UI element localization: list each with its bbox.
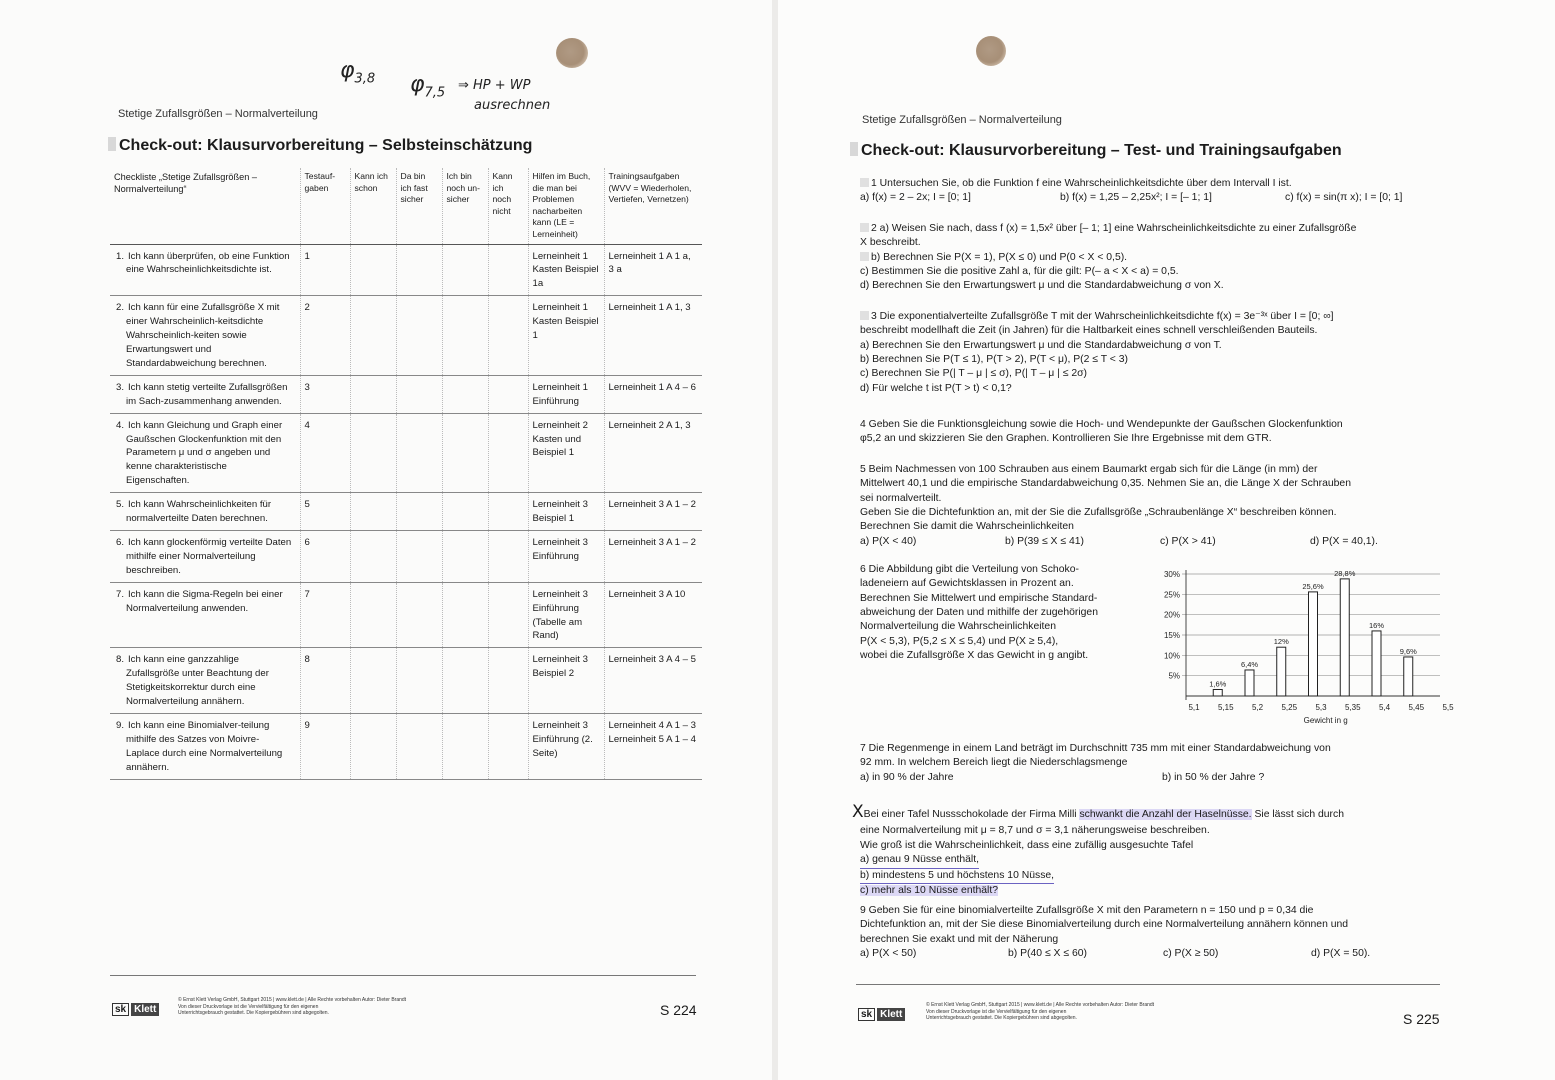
checkbox-cannot-yet[interactable] [488,413,528,493]
checkbox-unsure[interactable] [442,244,488,296]
handwritten-cross-mark: X [852,802,864,822]
task-9: 9 Geben Sie für eine binomialverteilte Zufallsgröße X mit den Parametern n = 150 und p = 0,34 die Dichtefunktion an, mit der Sie diese Binomialverteilung durch eine Normalverteilung annähern können und berechnen Sie exakt und mit der Näherung a) P(X < 50) b) P(40 ≤ X ≤ 60) c) P(X ≥ 50) d) P(X = 50). [860,905,1371,960]
checkbox-can-do[interactable] [350,582,396,648]
left-page [0,0,772,1080]
checkbox-cannot-yet[interactable] [488,648,528,714]
checkbox-unsure[interactable] [442,713,488,779]
coffee-stain [976,36,1006,66]
bar-data-label: 28,8% [1334,568,1356,578]
page-title: Check-out: Klausurvorbereitung – Selbsteinschätzung [108,137,532,155]
checkbox-unsure[interactable] [442,582,488,648]
task-5: 5 Beim Nachmessen von 100 Schrauben aus einem Baumarkt ergab sich für die Länge (in mm) der Mittelwert 40,1 und die empirische Standardabweichung 0,35. Nehmen Sie an, die Länge X der Schrauben sei normalverteilt. Geben Sie die Dichtefunktion an, mit der Sie die Zufallsgröße „Schraubenlänge X“ beschreiben können. Berechnen Sie damit die Wahrscheinlichkeiten a) P(X < 40) b) P(39 ≤ X ≤ 41) c) P(X > 41) d) P(X = 40,1). [860,464,1378,547]
handwritten-phi-3-8: $\varphi_{3,8}$ [340,58,376,87]
bar-data-label: 16% [1368,620,1385,630]
checklist-item [110,530,300,582]
title-marker [108,137,116,151]
help-reference: Lerneinheit 3 Einführung [528,530,604,582]
checkbox-can-do[interactable] [350,648,396,714]
item-text: Ich kann Gleichung und Graph einer Gaußschen Glockenfunktion mit den Parametern μ und σ angeben und kenne charakteristische Eigenschaften. [126,419,283,487]
footer-rule [856,984,1440,985]
checkbox-cannot-yet[interactable] [488,244,528,296]
bar-data-label: 9,6% [1399,646,1417,656]
task-marker [860,178,869,187]
item-text: Ich kann stetig verteilte Zufallsgrößen im Sach-zusammenhang anwenden. [126,381,288,407]
task-4: 4 Geben Sie die Funktionsgleichung sowie die Hoch- und Wendepunkte der Gaußschen Glockenfunktion φ5,2 an und skizzieren Sie den Graphen. Kontrollieren Sie Ihre Ergebnisse mit dem GTR. [860,419,1343,445]
footer-rule [110,975,696,976]
task-marker [860,252,869,261]
checklist-item [110,713,300,779]
checkbox-can-do[interactable] [350,493,396,531]
x-axis-label: Gewicht in g [1303,716,1348,725]
checkbox-almost-sure[interactable] [396,375,442,413]
table-row [110,375,702,413]
item-number: 9. [116,719,125,731]
table-row [110,493,702,531]
self-assessment-table [110,168,702,780]
page-title: Check-out: Klausurvorbereitung – Test- und Trainingsaufgaben [850,142,1342,160]
y-tick-label: 30% [1163,570,1180,579]
help-reference: Lerneinheit 2 Kasten und Beispiel 1 [528,413,604,493]
histogram-bar [1277,647,1286,696]
checkbox-cannot-yet[interactable] [488,713,528,779]
checkbox-cannot-yet[interactable] [488,296,528,376]
task-marker [860,311,869,320]
item-number: 2. [116,302,125,314]
highlighted-text: schwankt die Anzahl der Haselnüsse. [1079,809,1252,820]
test-task-number: 9 [300,713,350,779]
table-row [110,413,702,493]
training-reference: Lerneinheit 1 A 1, 3 [604,296,702,376]
checkbox-almost-sure[interactable] [396,713,442,779]
task-7: 7 Die Regenmenge in einem Land beträgt im Durchschnitt 735 mm mit einer Standardabweichung von 92 mm. In welchem Bereich liegt die Niederschlagsmenge a) in 90 % der Jahre b) in 50 % der Jahre ? [860,743,1331,783]
histogram-bar [1213,689,1222,696]
histogram-bar [1372,631,1381,696]
training-reference: Lerneinheit 3 A 10 [604,582,702,648]
checkbox-unsure[interactable] [442,493,488,531]
title-marker [850,142,858,156]
table-header-row [110,168,702,244]
page-number: S 224 [660,1002,697,1018]
test-task-number: 5 [300,493,350,531]
test-task-number: 4 [300,413,350,493]
help-reference: Lerneinheit 1 Kasten Beispiel 1a [528,244,604,296]
x-tick-label: 5,25 [1281,703,1298,712]
table-row [110,582,702,648]
item-number: 8. [116,654,125,666]
histogram-bar [1309,592,1318,696]
checkbox-almost-sure[interactable] [396,244,442,296]
help-reference: Lerneinheit 3 Einführung (Tabelle am Rand) [528,582,604,648]
x-tick-label: 5,15 [1217,703,1234,712]
checkbox-almost-sure[interactable] [396,296,442,376]
footer-copyright: © Ernst Klett Verlag GmbH, Stuttgart 2015 | www.klett.de | Alle Rechte vorbehalten Autor: Dieter Brandt Von dieser Druckvorlage ist die Vervielfältigung für den eigenen Unterrichtsgebrauch gestattet. Die Kopiergebühren sind abgegolten. [178,997,407,1016]
x-tick-label: 5,45 [1408,703,1425,712]
col-help: Hilfen im Buch, die man bei Problemen nacharbeiten kann (LE = Lerneinheit) [528,168,604,244]
task-3: 3 Die exponentialverteilte Zufallsgröße T mit der Wahrscheinlichkeitsdichte f(x) = 3e⁻³ˣ über I = [0; ∞] beschreibt modellhaft die Zeit (in Jahren) für die Haltbarkeit eines schnell verschleißenden Bauteils. a) Berechnen Sie den Erwartungswert μ und die Standardabweichung σ von T. b) Berechnen Sie P(T ≤ 1), P(T > 2), P(T < μ), P(2 ≤ T < 3) c) Berechnen Sie P(| T – μ | ≤ σ), P(| T – μ | ≤ 2σ) d) Für welche t ist P(T > t) < 0,1? [860,311,1334,394]
weight-class-histogram [1150,562,1454,732]
training-reference: Lerneinheit 3 A 1 – 2 [604,530,702,582]
klett-logo: sk Klett [858,1008,905,1021]
checkbox-almost-sure[interactable] [396,413,442,493]
x-tick-label: 5,35 [1344,703,1361,712]
checkbox-unsure[interactable] [442,648,488,714]
item-number: 6. [116,536,125,548]
checkbox-can-do[interactable] [350,296,396,376]
checkbox-almost-sure[interactable] [396,493,442,531]
item-number: 4. [116,419,125,431]
checkbox-can-do[interactable] [350,413,396,493]
footer-copyright: © Ernst Klett Verlag GmbH, Stuttgart 2015 | www.klett.de | Alle Rechte vorbehalten Autor: Dieter Brandt Von dieser Druckvorlage ist die Vervielfältigung für den eigenen Unterrichtsgebrauch gestattet. Die Kopiergebühren sind abgegolten. [926,1002,1155,1021]
page-header: Stetige Zufallsgrößen – Normalverteilung [118,108,318,120]
item-text: Ich kann Wahrscheinlichkeiten für normalverteilte Daten berechnen. [126,499,272,525]
y-tick-label: 25% [1163,590,1180,600]
test-task-number: 3 [300,375,350,413]
handwritten-phi-7-5: $\varphi_{7,5}$ [410,72,446,101]
table-row [110,648,702,714]
item-number: 7. [116,588,125,600]
col-training: Trainingsaufgaben (WVV = Wiederholen, Vertiefen, Vernetzen) [604,168,702,244]
bar-data-label: 25,6% [1302,581,1324,591]
x-tick-label: 5,3 [1315,703,1327,712]
task-6: 6 Die Abbildung gibt die Verteilung von Schoko- ladeneiern auf Gewichtsklassen in Prozent an. Berechnen Sie Mittelwert und empirische Standard- abweichung der Daten und mithilfe der zugehörigen Normalverteilung die Wahrscheinlichkeiten P(X < 5,3), P(5,2 ≤ X ≤ 5,4) und P(X ≥ 5,4), wobei die Zufallsgröße X das Gewicht in g angibt. [860,564,1098,662]
x-tick-label: 5,5 [1442,703,1454,712]
help-reference: Lerneinheit 1 Kasten Beispiel 1 [528,296,604,376]
checkbox-can-do[interactable] [350,713,396,779]
col-unsure: Ich bin noch un-sicher [442,168,488,244]
histogram-bar [1404,657,1413,696]
checkbox-cannot-yet[interactable] [488,582,528,648]
checklist-item [110,375,300,413]
table-row [110,296,702,376]
x-tick-label: 5,4 [1378,703,1391,712]
y-tick-label: 5% [1168,671,1180,681]
task-marker [860,223,869,232]
table-row [110,530,702,582]
checklist-item [110,493,300,531]
checkbox-unsure[interactable] [442,530,488,582]
handwritten-note-hp-wp: ⇒ HP + WP ausrechnen [458,78,551,113]
y-tick-label: 20% [1163,610,1180,620]
x-tick-label: 5,2 [1251,703,1264,712]
item-text: Ich kann die Sigma-Regeln bei einer Normalverteilung anwenden. [126,588,283,614]
bar-data-label: 12% [1273,637,1289,647]
checkbox-almost-sure[interactable] [396,582,442,648]
checkbox-unsure[interactable] [442,413,488,493]
training-reference: Lerneinheit 1 A 4 – 6 [604,375,702,413]
training-reference: Lerneinheit 4 A 1 – 3 Lerneinheit 5 A 1 – 4 [604,713,702,779]
col-can-do: Kann ich schon [350,168,396,244]
checkbox-almost-sure[interactable] [396,530,442,582]
task-1: 1 Untersuchen Sie, ob die Funktion f eine Wahrscheinlichkeitsdichte über dem Intervall I ist. a) f(x) = 2 – 2x; I = [0; 1] b) f(x) = 1,25 – 2,25x²; I = [– 1; 1] c) f(x) = sin(π x); I = [0; 1] [860,178,1403,204]
training-reference: Lerneinheit 2 A 1, 3 [604,413,702,493]
training-reference: Lerneinheit 3 A 1 – 2 [604,493,702,531]
test-task-number: 8 [300,648,350,714]
task-2: 2 a) Weisen Sie nach, dass f (x) = 1,5x² über [– 1; 1] eine Wahrscheinlichkeitsdichte zu einer Zufallsgröße X beschreibt. b) Berechnen Sie P(X = 1), P(X ≤ 0) und P(0 < X < 0,5). c) Bestimmen Sie die positive Zahl a, für die gilt: P(– a < X < a) = 0,5. d) Berechnen Sie den Erwartungswert μ und die Standardabweichung σ von X. [860,223,1357,292]
checkbox-can-do[interactable] [350,244,396,296]
klett-logo: sk Klett [112,1003,159,1016]
table-row [110,244,702,296]
page-header: Stetige Zufallsgrößen – Normalverteilung [862,114,1062,126]
coffee-stain [556,38,588,68]
page-number: S 225 [1403,1011,1440,1027]
item-text: Ich kann eine ganzzahlige Zufallsgröße unter Beachtung der Stetigkeitskorrektur durch eine Normalverteilung annähern. [126,654,269,708]
item-text: Ich kann überprüfen, ob eine Funktion eine Wahrscheinlichkeitsdichte ist. [126,250,290,276]
bar-data-label: 1,6% [1209,679,1227,689]
histogram-bar [1245,670,1254,696]
help-reference: Lerneinheit 3 Einführung (2. Seite) [528,713,604,779]
checklist-item [110,244,300,296]
col-tasks: Testauf-gaben [300,168,350,244]
checkbox-cannot-yet[interactable] [488,493,528,531]
y-tick-label: 15% [1163,631,1180,640]
checklist-item [110,413,300,493]
x-tick-label: 5,1 [1188,703,1200,712]
item-number: 5. [116,499,125,511]
test-task-number: 2 [300,296,350,376]
checkbox-can-do[interactable] [350,375,396,413]
checkbox-unsure[interactable] [442,375,488,413]
item-text: Ich kann eine Binomialver-teilung mithilfe des Satzes von Moivre-Laplace durch eine Normalverteilung annähern. [126,719,283,773]
checkbox-cannot-yet[interactable] [488,530,528,582]
help-reference: Lerneinheit 3 Beispiel 1 [528,493,604,531]
test-task-number: 1 [300,244,350,296]
checklist-item [110,582,300,648]
checkbox-unsure[interactable] [442,296,488,376]
col-almost-sure: Da bin ich fast sicher [396,168,442,244]
help-reference: Lerneinheit 1 Einführung [528,375,604,413]
help-reference: Lerneinheit 3 Beispiel 2 [528,648,604,714]
checkbox-can-do[interactable] [350,530,396,582]
item-text: Ich kann glockenförmig verteilte Daten mithilfe einer Normalverteilung beschreiben. [126,536,292,576]
training-reference: Lerneinheit 1 A 1 a, 3 a [604,244,702,296]
y-tick-label: 10% [1163,651,1180,661]
item-number: 3. [116,381,125,393]
col-checklist: Checkliste „Stetige Zufallsgrößen – Normalverteilung“ [110,168,300,244]
col-cannot-yet: Kann ich noch nicht [488,168,528,244]
checklist-item [110,296,300,376]
checklist-item [110,648,300,714]
training-reference: Lerneinheit 3 A 4 – 5 [604,648,702,714]
table-row [110,713,702,779]
checkbox-almost-sure[interactable] [396,648,442,714]
item-text: Ich kann für eine Zufallsgröße X mit einer Wahrscheinlich-keitsdichte Wahrscheinlich-keiten sowie Erwartungswert und Standardabweichung berechnen. [126,302,280,369]
task-8: XBei einer Tafel Nussschokolade der Firma Milli schwankt die Anzahl der Haselnüsse. Sie lässt sich durch eine Normalverteilung mit μ = 8,7 und σ = 3,1 näherungsweise beschreiben. Wie groß ist die Wahrscheinlichkeit, dass eine zufällig ausgesuchte Tafel a) genau 9 Nüsse enthält, b) mindestens 5 und höchstens 10 Nüsse, c) mehr als 10 Nüsse enthält? [852,802,1344,896]
test-task-number: 7 [300,582,350,648]
histogram-bar [1340,579,1349,696]
test-task-number: 6 [300,530,350,582]
checkbox-cannot-yet[interactable] [488,375,528,413]
bar-data-label: 6,4% [1240,659,1259,669]
item-number: 1. [116,250,125,262]
